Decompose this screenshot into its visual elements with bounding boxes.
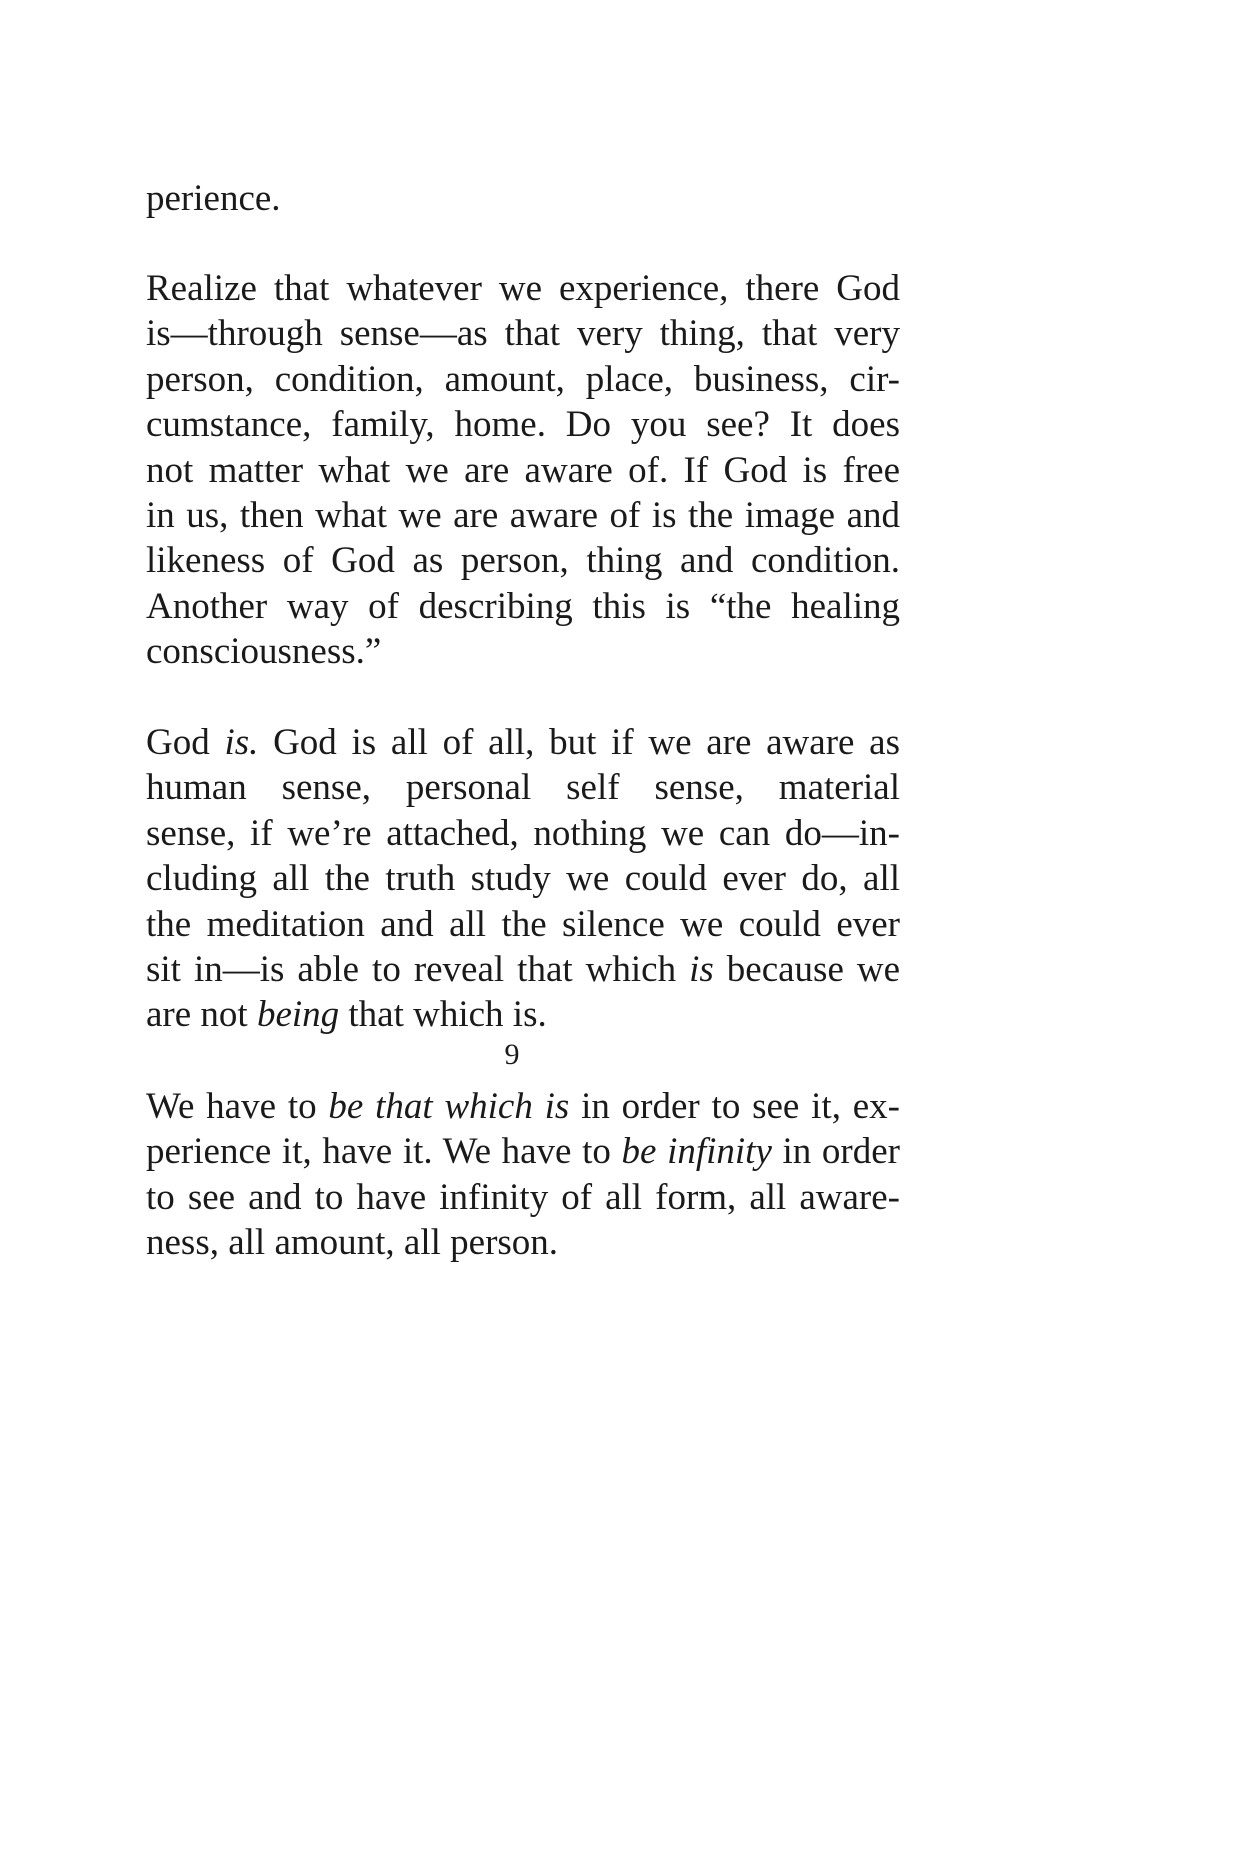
italic-text: is <box>689 948 714 990</box>
text-run: that which is. <box>339 994 547 1036</box>
text-run: likeness of God as person, thing and condition. <box>146 540 900 582</box>
text-line <box>146 357 900 402</box>
italic-text: being <box>256 994 340 1036</box>
text-run: perience. <box>146 178 281 219</box>
text-line <box>146 811 900 856</box>
paragraph-4 <box>146 1084 900 1266</box>
text-run: Another way of describing this is “the healing <box>146 585 900 627</box>
text-run: ness, all amount, all person. <box>146 1222 559 1264</box>
text-run: not matter what we are aware of. If God is free <box>146 449 900 491</box>
text-run: We have to <box>146 1086 329 1127</box>
text-line <box>146 266 900 311</box>
italic-text: is. <box>224 722 259 763</box>
text-run: God <box>146 722 225 763</box>
text-run: Realize that whatever we experience, there God <box>146 268 900 309</box>
text-run: in order <box>771 1131 900 1173</box>
text-line <box>146 1220 900 1265</box>
text-run: the meditation and all the silence we could ever <box>146 903 900 945</box>
page-number: 9 <box>504 1038 520 1071</box>
text-line <box>146 493 900 538</box>
text-line <box>146 402 900 447</box>
text-run: consciousness.” <box>146 631 382 673</box>
text-line <box>146 856 900 901</box>
text-run: perience it, have it. We have to <box>146 1131 622 1173</box>
text-line <box>146 176 900 221</box>
text-run: cumstance, family, home. Do you see? It does <box>146 404 900 446</box>
text-run: cluding all the truth study we could ever do, all <box>146 858 900 900</box>
italic-text: be infinity <box>621 1131 772 1173</box>
text-line <box>146 538 900 583</box>
text-line <box>146 1175 900 1220</box>
text-line <box>146 1129 900 1174</box>
text-run: human sense, personal self sense, material <box>146 767 900 809</box>
italic-text: be that which is <box>328 1086 570 1127</box>
paragraph-3 <box>146 720 900 1038</box>
text-line <box>146 448 900 493</box>
text-run: in order to see it, ex- <box>569 1086 900 1127</box>
text-run: because we <box>713 948 901 990</box>
text-run: are not <box>146 994 257 1036</box>
text-line <box>146 947 900 992</box>
text-run: God is all of all, but if we are aware as <box>258 722 900 763</box>
text-run: sit in—is able to reveal that which <box>146 948 690 990</box>
text-line <box>146 992 900 1037</box>
text-run: sense, if we’re attached, nothing we can do—in- <box>146 812 900 854</box>
text-line <box>146 311 900 356</box>
text-run: person, condition, amount, place, business, cir- <box>146 358 900 400</box>
text-line <box>146 902 900 947</box>
paragraph-1 <box>146 176 900 221</box>
text-line <box>146 765 900 810</box>
paragraph-2 <box>146 266 900 675</box>
text-run: is—through sense—as that very thing, that very <box>146 313 900 355</box>
text-line <box>146 720 900 765</box>
text-line <box>146 584 900 629</box>
text-line <box>146 629 900 674</box>
text-line <box>146 1084 900 1129</box>
text-run: to see and to have infinity of all form, all aware- <box>146 1176 900 1218</box>
text-run: in us, then what we are aware of is the image and <box>146 494 900 536</box>
